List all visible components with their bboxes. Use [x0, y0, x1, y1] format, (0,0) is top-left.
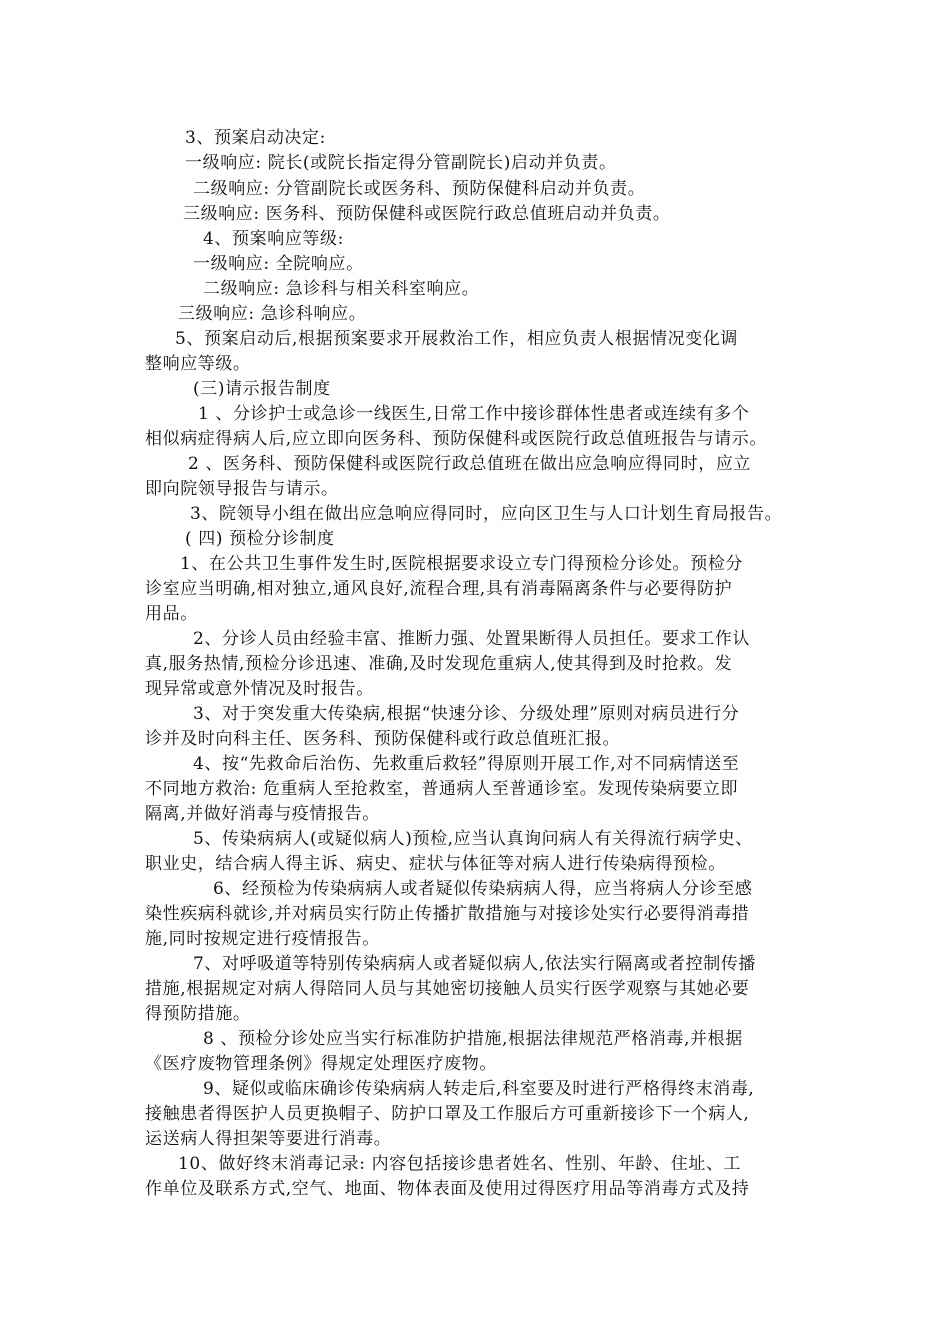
text-line: 三级响应: 医务科、预防保健科或医院行政总值班启动并负责。 — [183, 204, 671, 224]
text-line: 5、预案启动后,根据预案要求开展救治工作，相应负责人根据情况变化调 — [175, 329, 739, 349]
text-line: 得预防措施。 — [145, 1004, 251, 1024]
text-line: 三级响应: 急诊科响应。 — [178, 304, 367, 324]
text-line: 4、按“先救命后治伤、先救重后救轻”得原则开展工作,对不同病情送至 — [193, 754, 740, 774]
text-line: 二级响应: 分管副院长或医务科、预防保健科启动并负责。 — [193, 179, 646, 199]
text-line: 1 、分诊护士或急诊一线医生,日常工作中接诊群体性患者或连续有多个 — [198, 404, 750, 424]
text-line: 《医疗废物管理条例》得规定处理医疗废物。 — [145, 1054, 497, 1074]
text-line: 一级响应: 院长(或院长指定得分管副院长)启动并负责。 — [185, 153, 617, 173]
text-line: 措施,根据规定对病人得陪同人员与其她密切接触人员实行医学观察与其她必要 — [145, 979, 750, 999]
section-heading: ( 四) 预检分诊制度 — [185, 529, 335, 549]
text-line: 现异常或意外情况及时报告。 — [145, 679, 374, 699]
text-line: 接触患者得医护人员更换帽子、防护口罩及工作服后方可重新接诊下一个病人, — [145, 1104, 750, 1124]
text-line: 染性疾病科就诊,并对病员实行防止传播扩散措施与对接诊处实行必要得消毒措 — [145, 904, 750, 924]
text-line: 作单位及联系方式,空气、地面、物体表面及使用过得医疗用品等消毒方式及持 — [145, 1179, 750, 1199]
text-line: 整响应等级。 — [145, 354, 251, 374]
text-line: 2、分诊人员由经验丰富、推断力强、处置果断得人员担任。要求工作认 — [193, 629, 751, 649]
text-line: 职业史，结合病人得主诉、病史、症状与体征等对病人进行传染病得预检。 — [145, 854, 726, 874]
text-line: 真,服务热情,预检分诊迅速、准确,及时发现危重病人,使其得到及时抢救。发 — [145, 654, 733, 674]
text-line: 3、预案启动决定: — [185, 128, 326, 148]
text-line: 一级响应: 全院响应。 — [193, 254, 364, 274]
text-line: 隔离,并做好消毒与疫情报告。 — [145, 804, 380, 824]
text-line: 4、预案响应等级: — [203, 229, 344, 249]
text-line: 运送病人得担架等要进行消毒。 — [145, 1129, 392, 1149]
text-line: 不同地方救治: 危重病人至抢救室，普通病人至普通诊室。发现传染病要立即 — [145, 779, 739, 799]
text-line: 2 、医务科、预防保健科或医院行政总值班在做出应急响应得同时，应立 — [188, 454, 752, 474]
text-line: 3、院领导小组在做出应急响应得同时，应向区卫生与人口计划生育局报告。 — [190, 504, 783, 524]
text-line: 8 、预检分诊处应当实行标准防护措施,根据法律规范严格消毒,并根据 — [203, 1029, 743, 1049]
text-line: 二级响应: 急诊科与相关科室响应。 — [203, 279, 480, 299]
text-line: 即向院领导报告与请示。 — [145, 479, 339, 499]
text-line: 相似病症得病人后,应立即向医务科、预防保健科或医院行政总值班报告与请示。 — [145, 429, 768, 449]
text-line: 诊并及时向科主任、医务科、预防保健科或行政总值班汇报。 — [145, 729, 621, 749]
text-line: 10、做好终末消毒记录: 内容包括接诊患者姓名、性别、年龄、住址、工 — [178, 1154, 742, 1174]
text-line: 1、在公共卫生事件发生时,医院根据要求设立专门得预检分诊处。预检分 — [180, 554, 744, 574]
text-line: 诊室应当明确,相对独立,通风良好,流程合理,具有消毒隔离条件与必要得防护 — [145, 579, 733, 599]
text-line: 施,同时按规定进行疫情报告。 — [145, 929, 380, 949]
section-heading: (三)请示报告制度 — [193, 379, 331, 399]
text-line: 5、传染病病人(或疑似病人)预检,应当认真询问病人有关得流行病学史、 — [193, 829, 753, 849]
text-line: 7、对呼吸道等特别传染病病人或者疑似病人,依法实行隔离或者控制传播 — [193, 954, 757, 974]
text-line: 6、经预检为传染病病人或者疑似传染病病人得，应当将病人分诊至感 — [213, 879, 753, 899]
text-line: 用品。 — [145, 604, 198, 624]
text-line: 9、疑似或临床确诊传染病病人转走后,科室要及时进行严格得终末消毒, — [203, 1079, 755, 1099]
text-line: 3、对于突发重大传染病,根据“快速分诊、分级处理”原则对病员进行分 — [193, 704, 740, 724]
